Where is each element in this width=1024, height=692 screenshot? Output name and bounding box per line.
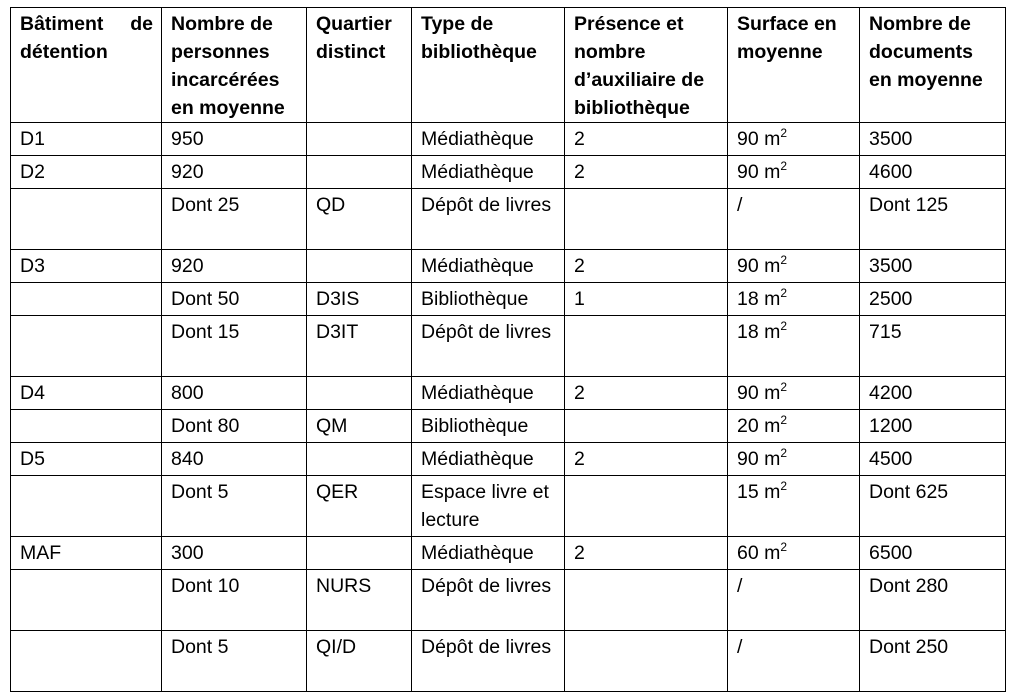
cell-documents: 4600 — [860, 156, 1006, 189]
cell-personnes: 920 — [162, 156, 307, 189]
cell-personnes: 800 — [162, 377, 307, 410]
cell-documents: 4200 — [860, 377, 1006, 410]
table-body — [11, 123, 1006, 692]
cell-auxiliaires: 2 — [565, 377, 728, 410]
surface-exponent: 2 — [780, 445, 788, 460]
cell-personnes: 920 — [162, 250, 307, 283]
cell-auxiliaires — [565, 410, 728, 443]
table-row — [11, 443, 1006, 476]
surface-value: / — [737, 636, 743, 658]
cell-personnes: Dont 50 — [162, 283, 307, 316]
cell-documents: 1200 — [860, 410, 1006, 443]
cell-auxiliaires — [565, 316, 728, 377]
cell-personnes: Dont 5 — [162, 476, 307, 537]
cell-type: Bibliothèque — [412, 283, 565, 316]
cell-auxiliaires: 2 — [565, 537, 728, 570]
cell-auxiliaires — [565, 189, 728, 250]
cell-surface — [728, 156, 860, 189]
header-row — [11, 8, 1006, 123]
surface-value: 18 m — [737, 288, 781, 310]
cell-quartier: QD — [307, 189, 412, 250]
surface-exponent: 2 — [780, 318, 788, 333]
cell-personnes: 300 — [162, 537, 307, 570]
surface-exponent: 2 — [780, 379, 788, 394]
cell-quartier — [307, 377, 412, 410]
cell-documents: 4500 — [860, 443, 1006, 476]
surface-value: 15 m — [737, 481, 781, 503]
table-row — [11, 123, 1006, 156]
cell-batiment: D5 — [11, 443, 162, 476]
cell-documents: 3500 — [860, 250, 1006, 283]
cell-type: Espace livre et lecture — [412, 476, 565, 537]
surface-exponent: 2 — [780, 158, 788, 173]
table-row — [11, 537, 1006, 570]
cell-batiment — [11, 476, 162, 537]
cell-surface — [728, 537, 860, 570]
cell-batiment — [11, 189, 162, 250]
cell-surface — [728, 189, 860, 250]
cell-auxiliaires — [565, 570, 728, 631]
cell-type: Médiathèque — [412, 156, 565, 189]
cell-quartier: QI/D — [307, 631, 412, 692]
surface-exponent: 2 — [780, 125, 788, 140]
cell-surface — [728, 283, 860, 316]
cell-batiment: D2 — [11, 156, 162, 189]
cell-batiment — [11, 410, 162, 443]
cell-auxiliaires: 2 — [565, 123, 728, 156]
surface-exponent: 2 — [780, 539, 788, 554]
detention-library-table — [10, 7, 1006, 692]
cell-batiment: D1 — [11, 123, 162, 156]
cell-documents: 6500 — [860, 537, 1006, 570]
cell-type: Bibliothèque — [412, 410, 565, 443]
cell-batiment — [11, 316, 162, 377]
cell-type: Médiathèque — [412, 537, 565, 570]
table-row — [11, 156, 1006, 189]
cell-batiment — [11, 631, 162, 692]
cell-type: Médiathèque — [412, 377, 565, 410]
table-row — [11, 250, 1006, 283]
cell-auxiliaires: 2 — [565, 156, 728, 189]
surface-value: 90 m — [737, 161, 781, 183]
cell-surface — [728, 476, 860, 537]
cell-type: Dépôt de livres — [412, 570, 565, 631]
table-row — [11, 189, 1006, 250]
cell-auxiliaires — [565, 631, 728, 692]
table-row — [11, 316, 1006, 377]
cell-type: Dépôt de livres — [412, 316, 565, 377]
header-batiment: Bâtiment de détention — [11, 8, 162, 123]
cell-quartier: QM — [307, 410, 412, 443]
cell-batiment: D3 — [11, 250, 162, 283]
surface-exponent: 2 — [780, 478, 788, 493]
cell-surface — [728, 316, 860, 377]
cell-personnes: Dont 10 — [162, 570, 307, 631]
cell-auxiliaires: 2 — [565, 250, 728, 283]
table-row — [11, 283, 1006, 316]
cell-type: Dépôt de livres — [412, 631, 565, 692]
cell-documents: Dont 250 — [860, 631, 1006, 692]
surface-value: 90 m — [737, 255, 781, 277]
surface-exponent: 2 — [780, 252, 788, 267]
cell-documents: Dont 125 — [860, 189, 1006, 250]
cell-surface — [728, 570, 860, 631]
cell-quartier: NURS — [307, 570, 412, 631]
cell-personnes: Dont 5 — [162, 631, 307, 692]
header-auxiliaires: Présence et nombre d’auxiliaire de bibliothèque — [565, 8, 728, 123]
cell-type: Dépôt de livres — [412, 189, 565, 250]
surface-value: 60 m — [737, 542, 781, 564]
cell-type: Médiathèque — [412, 123, 565, 156]
surface-value: 18 m — [737, 321, 781, 343]
cell-surface — [728, 410, 860, 443]
cell-personnes: Dont 15 — [162, 316, 307, 377]
cell-documents: Dont 625 — [860, 476, 1006, 537]
cell-quartier — [307, 123, 412, 156]
cell-type: Médiathèque — [412, 250, 565, 283]
header-personnes: Nombre de personnes incarcérées en moyenne — [162, 8, 307, 123]
surface-value: 90 m — [737, 448, 781, 470]
cell-auxiliaires — [565, 476, 728, 537]
cell-personnes: 840 — [162, 443, 307, 476]
cell-auxiliaires: 2 — [565, 443, 728, 476]
cell-surface — [728, 377, 860, 410]
cell-surface — [728, 631, 860, 692]
surface-exponent: 2 — [780, 285, 788, 300]
cell-personnes: 950 — [162, 123, 307, 156]
cell-batiment — [11, 283, 162, 316]
table-row — [11, 476, 1006, 537]
cell-batiment — [11, 570, 162, 631]
header-quartier: Quartier distinct — [307, 8, 412, 123]
table-row — [11, 410, 1006, 443]
cell-quartier — [307, 250, 412, 283]
surface-value: / — [737, 194, 743, 216]
cell-personnes: Dont 25 — [162, 189, 307, 250]
header-documents: Nombre de documents en moyenne — [860, 8, 1006, 123]
cell-documents: Dont 280 — [860, 570, 1006, 631]
table-row — [11, 631, 1006, 692]
cell-quartier — [307, 443, 412, 476]
header-surface: Surface en moyenne — [728, 8, 860, 123]
cell-personnes: Dont 80 — [162, 410, 307, 443]
cell-quartier — [307, 537, 412, 570]
cell-batiment: MAF — [11, 537, 162, 570]
cell-documents: 2500 — [860, 283, 1006, 316]
cell-surface — [728, 123, 860, 156]
surface-value: / — [737, 575, 743, 597]
cell-surface — [728, 443, 860, 476]
cell-quartier: D3IS — [307, 283, 412, 316]
cell-batiment: D4 — [11, 377, 162, 410]
cell-type: Médiathèque — [412, 443, 565, 476]
surface-value: 90 m — [737, 382, 781, 404]
cell-quartier: QER — [307, 476, 412, 537]
cell-surface — [728, 250, 860, 283]
table-row — [11, 377, 1006, 410]
header-type: Type de bibliothèque — [412, 8, 565, 123]
table-row — [11, 570, 1006, 631]
cell-documents: 3500 — [860, 123, 1006, 156]
cell-auxiliaires: 1 — [565, 283, 728, 316]
cell-quartier: D3IT — [307, 316, 412, 377]
surface-value: 90 m — [737, 128, 781, 150]
cell-quartier — [307, 156, 412, 189]
surface-value: 20 m — [737, 415, 781, 437]
surface-exponent: 2 — [780, 412, 788, 427]
cell-documents: 715 — [860, 316, 1006, 377]
